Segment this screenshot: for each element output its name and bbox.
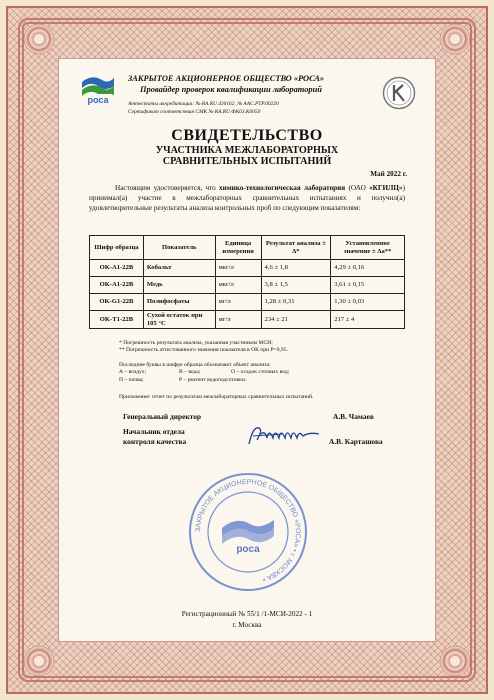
director-name: А.В. Чамаев <box>333 412 374 421</box>
unit: мг/л <box>215 294 261 311</box>
legend-reagent: Р – реагент водоподготовки. <box>179 376 247 383</box>
org-name: ЗАКРЫТОЕ АКЦИОНЕРНОЕ ОБЩЕСТВО «РОСА» <box>128 74 325 83</box>
org-short: «КГИЛЦ» <box>369 184 403 192</box>
k-certification-icon <box>382 76 416 110</box>
col-header-code: Шифр образца <box>90 236 144 260</box>
results-table <box>89 235 405 329</box>
page-title: СВИДЕТЕЛЬСТВО <box>171 127 323 144</box>
col-header-assigned: Установленное значение ± Δа** <box>331 236 405 260</box>
rosa-logo-icon <box>80 72 116 106</box>
official-stamp-icon <box>186 470 310 594</box>
lab-name: химико-технологическая лаборатория <box>219 184 346 192</box>
corner-rosette-icon <box>22 644 56 678</box>
indicator-name: Медь <box>143 277 215 294</box>
footnotes <box>119 340 288 354</box>
legend-sludge: О – осадок сточных вод; <box>231 369 290 376</box>
table-header-row <box>90 236 405 260</box>
result-value: 1,28 ± 0,31 <box>261 294 331 311</box>
title-line-2: УЧАСТНИКА МЕЖЛАБОРАТОРНЫХ <box>155 145 339 156</box>
accreditation-line: Аттестаты аккредитации: № RA.RU.430162, № AAC.PTP.00220 <box>128 101 279 107</box>
stamp-center-text: роса <box>236 544 260 555</box>
para-rest: ) принимал(а) участие в межлабораторных сравнительных испытаниях и получил(а) удовлетворительные результаты анализа контрольных проб по следующим показателям: <box>89 184 405 213</box>
legend-soil: П – почва; <box>119 376 144 383</box>
director-title: Генеральный директор <box>123 412 202 421</box>
footnote-1: * Погрешность результата анализа, указанная участником МСИ; <box>119 340 273 346</box>
assigned-value: 1,30 ± 0,03 <box>331 294 405 311</box>
stamp-ring-text: ЗАКРЫТОЕ АКЦИОНЕРНОЕ ОБЩЕСТВО «РОСА» • г. МОСКВА • <box>194 478 302 583</box>
appendix-note: Приложение: отчет по результатам межлабораторных сравнительных испытаний. <box>119 394 314 400</box>
col-header-result: Результат анализа ± Δ* <box>261 236 331 260</box>
legend-water: В – вода; <box>179 369 201 376</box>
corner-rosette-icon <box>438 22 472 56</box>
logo-text: роса <box>87 95 109 105</box>
legend-intro: Последние буквы в шифре образца обозначают объект анализа: <box>119 362 271 368</box>
org-subtitle: Провайдер проверок квалификации лабораторий <box>140 85 322 94</box>
issue-date: Май 2022 г. <box>370 170 407 178</box>
qc-name: А.В. Карташова <box>329 437 383 446</box>
registration-number: Регистрационный № 55/1 /1-МСИ-2022 - 1 <box>181 610 313 618</box>
result-value: 234 ± 21 <box>261 311 331 329</box>
result-value: 4,6 ± 1,8 <box>261 260 331 277</box>
certificate-line: Сертификат соответствия СМК № RA.RU.ФК63.К0050 <box>128 109 261 115</box>
para-org-open: (ОАО <box>345 184 370 192</box>
para-start: Настоящим удостоверяется, что <box>115 184 220 192</box>
sample-code: OK-A1-22B <box>90 260 144 277</box>
indicator-name: Сухой остаток при 105 °С <box>143 311 215 329</box>
qc-title-line-2: контроля качества <box>123 437 187 446</box>
result-value: 3,8 ± 1,5 <box>261 277 331 294</box>
indicator-name: Кобальт <box>143 260 215 277</box>
assigned-value: 4,29 ± 0,16 <box>331 260 405 277</box>
sample-letter-legend <box>119 362 289 384</box>
handwritten-signature-icon <box>243 420 323 450</box>
table-row <box>90 260 405 277</box>
unit: мкг/л <box>215 260 261 277</box>
footnote-2: ** Погрешность аттестованного значения показателя в ОК при Р=0,95. <box>119 347 288 353</box>
unit: мг/л <box>215 311 261 329</box>
table-row <box>90 294 405 311</box>
assigned-value: 3,61 ± 0,15 <box>331 277 405 294</box>
qc-title-line-1: Начальник отдела <box>123 427 185 436</box>
sample-code: OK-A1-22B <box>90 277 144 294</box>
title-line-3: СРАВНИТЕЛЬНЫХ ИСПЫТАНИЙ <box>162 156 332 167</box>
sample-code: OK-G1-22B <box>90 294 144 311</box>
col-header-unit: Единица измерения <box>215 236 261 260</box>
legend-air: А – воздух; <box>119 369 147 376</box>
col-header-indicator: Показатель <box>143 236 215 260</box>
corner-rosette-icon <box>22 22 56 56</box>
table-row <box>90 277 405 294</box>
city: г. Москва <box>232 621 262 629</box>
corner-rosette-icon <box>438 644 472 678</box>
indicator-name: Полифосфаты <box>143 294 215 311</box>
assigned-value: 217 ± 4 <box>331 311 405 329</box>
table-row <box>90 311 405 329</box>
unit: мкг/л <box>215 277 261 294</box>
sample-code: OK-T1-22B <box>90 311 144 329</box>
certification-paragraph <box>89 183 405 213</box>
